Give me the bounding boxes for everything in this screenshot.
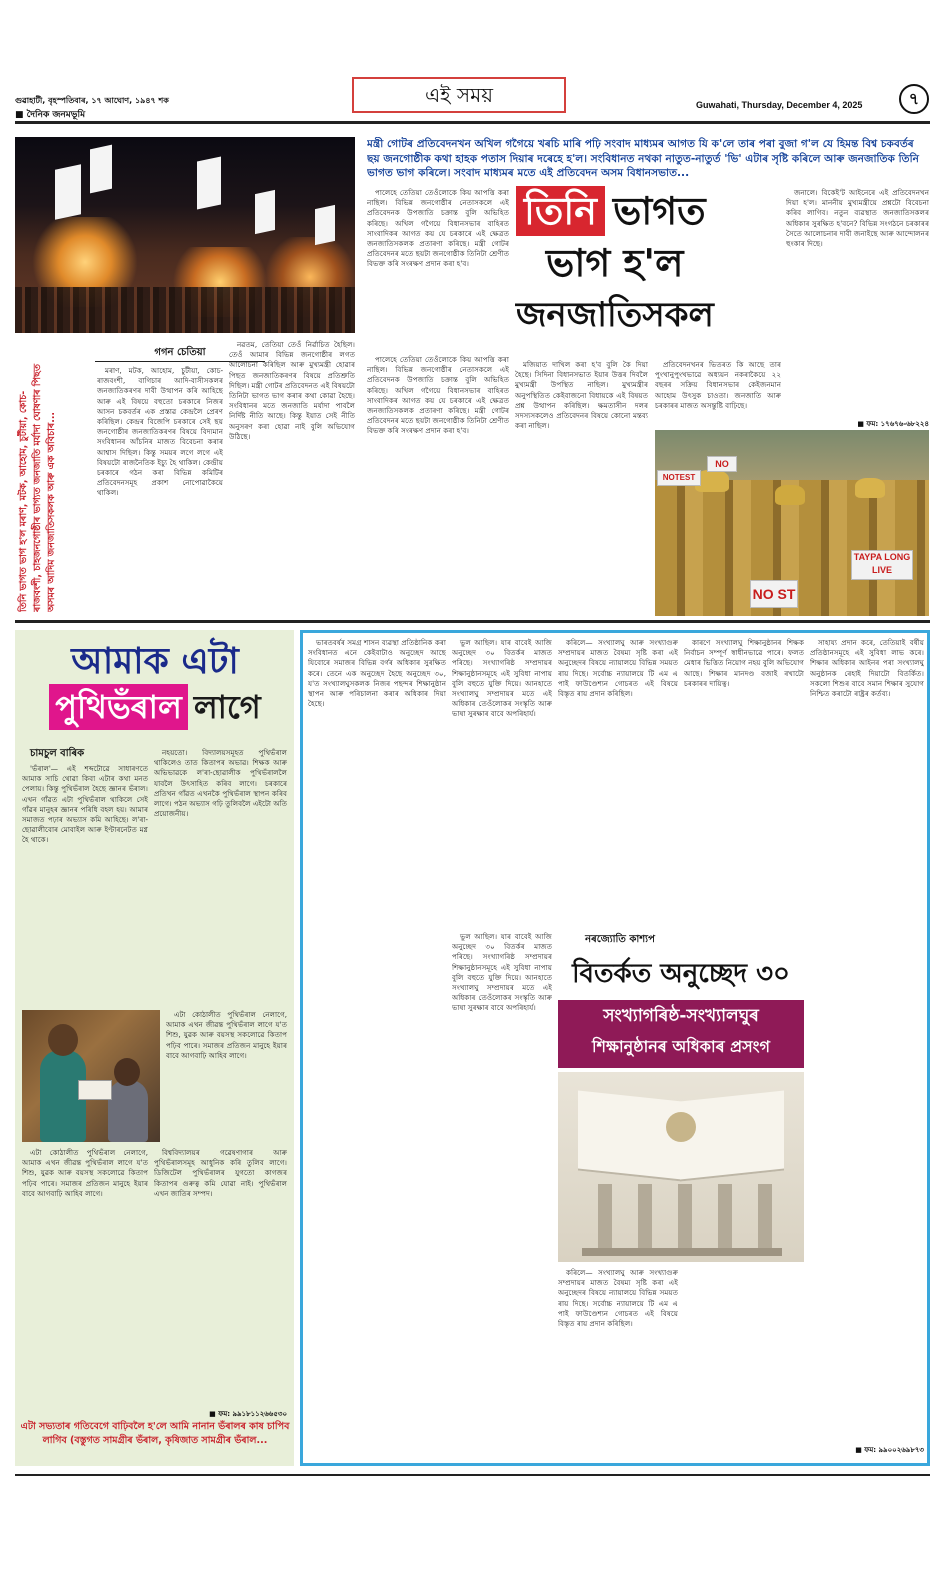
library-column-3: এটা কোঠালীত পুথিভঁৰাল নেলাগে, আমাক এখন জীৱন্ত পুথিভঁৰাল লাগে য'ত শিশু, যুৱক আৰু বয়সস্থ সকলোৱে কিতাপ পঢ়িব পাৰে। সমাজৰ প্ৰতিজন মানুহে ইয়াৰ বাবে আগবাঢ়ি আহিব লাগে। xyxy=(22,1148,148,1198)
library-bottom-callout: এটা সভ্যতাৰ গতিবেগে বাঢ়িবলৈ হ'লে আমি নানান ভঁৰালৰ কাষ চাপিব লাগিব (বস্তুগত সামগ্ৰীৰ ভঁৰাল, কৃষিজাত সামগ্ৰীৰ ভঁৰাল... xyxy=(20,1421,290,1446)
article-30-column-3: কৰিলে— সংখ্যালঘু আৰু সংখ্যাগুৰু সম্প্ৰদায়ৰ মাজত বৈষম্য সৃষ্টি কৰা এই অনুচ্ছেদৰ বিষয়ে ন্যায়ালয়ে বিভিন্ন সময়ত ৰায় দিছে। সৰ্বোচ্চ ন্যায়ালয়ে টি এম এ পাই ফাউণ্ডেশ্যন গোচৰত এই বিষয়ে বিস্তৃত ৰায় প্ৰদান কৰিছিল। xyxy=(558,638,678,699)
lead-story-intro: মন্ত্ৰী গোটৰ প্ৰতিবেদনখন অখিল গগৈয়ে খৰচি মাৰি পঢ়ি সংবাদ মাধ্যমৰ আগত যি ক'লে তাৰ পৰা বুজা গ'ল যে হিমন্ত বিশ্ব চকবৰ্তৰ ছয় জনগোষ্ঠীক কথা হাহক পতাস দিয়াৰ দৰেহে হ'ল। সংবিধানত নথকা নাতুত-নাতুৰ্ত 'ভি' এটাৰ সৃষ্টি কৰিলে আৰু জনজাতিক তিনি ভাগত ভাগ কৰিলে। সংবাদ মাধ্যমৰ মতে এই প্ৰতিবেদন অসম বিধানসভাত... xyxy=(367,138,919,179)
book-left-page xyxy=(578,1091,682,1182)
library-footnote: ■ ফম: ৯৯১৮১১২৬৬৫৩০ xyxy=(209,1410,287,1418)
pillar xyxy=(758,1184,772,1250)
page-bottom-rule xyxy=(15,1474,930,1476)
lead-story-column-1: মৰাণ, মটক, আহোম, চুটীয়া, কোচ-ৰাজবংশী, বাগিচাৰ আদি-বাসীসকলৰ জনজাতিকৰণৰ দাবী উত্থাপন কৰি আহিছে আৰু এই বিষয়ে বহুতো চৰকাৰে নিজৰ আসন চকবৰ্তৰ এক প্ৰস্তাৱ কেন্দ্ৰলৈ প্ৰেৰণ কৰিছিল। কেন্দ্ৰৰ বিজেপি চৰকাৰে সেই ছয় জনগোষ্ঠীৰ জনজাতিকৰণৰ বিষয়ে বিদ্যমান সংবিধানৰ আঁচনিৰ মাজত বিবেচনা কৰাৰ আশ্বাস দিছিল। কিন্তু সময়ৰ লগে লগে এই বিষয়টো ৰাজনৈতিক ইচ্যু হৈ থাকিল। কেন্দ্ৰীয় চৰকাৰে গঠন কৰা বিভিন্ন কমিটিৰ প্ৰতিবেদনসমূহ প্ৰকাশ নোপোৱাকৈয়ে থাকিল। xyxy=(97,366,223,498)
masthead-paper-name: ■ দৈনিক জনমভূমি xyxy=(15,110,86,120)
section-title: এই সময় xyxy=(352,77,566,113)
article-30-column-2b: ভুল আছিল। যাৰ বাবেই আজি অনুচ্ছেদ ৩০ বিতৰ্কৰ মাজত পৰিছে। সংখ্যাগৰিষ্ঠ সম্প্ৰদায়ৰ শিক্ষানুষ্ঠানসমূহে এই সুবিধা নাপায় বুলি বহুতে যুক্তি দিয়ে। আনহাতে সংখ্যালঘু সম্প্ৰদায়ৰ মতে এই অধিকাৰ তেওঁলোকৰ সংস্কৃতি আৰু ভাষা সুৰক্ষাৰ বাবে অপৰিহাৰ্য। xyxy=(452,932,552,1013)
protest-sign: TAYPA LONG LIVE xyxy=(851,550,913,580)
lead-story-column-3b: পালেহে তেতিয়া তেওঁলোকে কিয় আপত্তি কৰা নাছিল। বিভিন্ন জনগোষ্ঠীৰ নেতাসকলে এই প্ৰতিবেদনক উপজাতি চক্ৰান্ত বুলি অভিহিত কৰিছে। অখিল গগৈয়ে বিধানসভাৰ বাহিৰত সাংবাদিকৰ আগত কয় যে চৰকাৰে এই ক্ষেত্ৰত জনজাতিসকলক প্ৰতাৰণা কৰিছে। মন্ত্ৰী গোটৰ প্ৰতিবেদনৰ মতে ছয়টা জনগোষ্ঠীক তিনিটা শ্ৰেণীত বিভক্ত কৰি সংৰক্ষণ প্ৰদান কৰা হ'ব। xyxy=(367,355,509,436)
book-right-page xyxy=(680,1091,784,1182)
library-column-1: 'ভঁৰাল'— এই শব্দটোৱে সাধাৰণতে আমাক সাচি থোৱা কিবা এটাৰ কথা মনত পেলায়। কিন্তু পুথিভঁৰাল হৈছে জ্ঞানৰ ভঁৰাল। এখন গাঁৱত এটা পুথিভঁৰাল থাকিলে সেই গাঁৱৰ মানুহৰ জ্ঞানৰ পৰিধি বহল হয়। আমাৰ সমাজত পঢ়াৰ অভ্যাস কমি আহিছে। ল'ৰা-ছোৱালীবোৰ মোবাইল আৰু ইণ্টাৰনেটত মগ্ন হৈ থাকে। xyxy=(22,764,148,845)
page-number: ৭ xyxy=(899,84,929,114)
child-head xyxy=(48,1024,78,1056)
white-flag xyxy=(90,145,112,194)
lead-story-bottom-rule xyxy=(15,620,930,623)
lead-story-column-6: জনালে। বিকেই'ট আইনেৰে এই প্ৰতিবেদনখন দিয়া হ'ল। মাননীয় মুখ্যমন্ত্ৰীয়ে প্ৰশ্নটো বিবেচনা কৰিব লাগিব। নতুন ব্যৱস্থাত জনজাতিসকলৰ অধিকাৰ সুৰক্ষিত হ'বনে? বিভিন্ন সংগঠনে চৰকাৰৰ সৈতে আলোচনাৰ দাবী জনাইছে আৰু আন্দোলনৰ হুংকাৰ দিছে। xyxy=(786,188,929,249)
article-30-footnote: ■ ফম: ৯৯০০২৬৯৮৭৩ xyxy=(855,1446,924,1454)
sidebar-caption-text: তিনি ভাগত ভাগ হ'ল মৰাণ, মটক, আহোম, চুটীয়া, কোচ-ৰাজবংশী, চাহজনগোষ্ঠীৰ ভাগ্যত জনজাতি মৰ্যাদা ঘোষণাৰ পিছত অসমৰ আদিম জনজাতিসকলক আৰু এক অবিচাৰ... xyxy=(18,364,57,612)
lead-story-sidebar-caption xyxy=(17,360,87,612)
protest-sign: NO ST xyxy=(750,580,798,608)
subheadline-line-1: সংখ্যাগৰিষ্ঠ-সংখ্যালঘুৰ xyxy=(603,1006,759,1026)
library-story-byline: চামচুল বাৰিক xyxy=(30,748,85,759)
lead-story-byline: গগন চেতিয়া xyxy=(154,347,206,358)
book-icon xyxy=(78,1080,112,1100)
article-30-column-4: কাৰণে সংখ্যালঘু শিক্ষানুষ্ঠানৰ শিক্ষক নিৰ্বাচন সম্পূৰ্ণ স্বাধীনভাৱে পাৰে। ফলত মেধাৰ ভিত্তিত নিয়োগ নহয় বুলি অভিযোগ আছে। শিক্ষাৰ মানদণ্ড বজাই ৰখাটো চৰকাৰৰ দায়িত্ব। xyxy=(684,638,804,688)
article-30-column-1: ভাৰতবৰ্ষৰ সমগ্ৰ শাসন ব্যৱস্থা প্ৰতিষ্ঠানিক কৰা সংবিধানত এনে কেইবাটাও অনুচ্ছেদ আছে যিবোৰে সমাজৰ বিভিন্ন বৰ্গৰ অধিকাৰ সুৰক্ষিত কৰে। তেনে এক অনুচ্ছেদ হৈছে অনুচ্ছেদ ৩০, য'ত সংখ্যালঘুসকলক নিজৰ পছন্দৰ শিক্ষানুষ্ঠান স্থাপন আৰু পৰিচালনা কৰাৰ অধিকাৰ দিয়া হৈছে। xyxy=(308,638,446,709)
article-30-column-2: ভুল আছিল। যাৰ বাবেই আজি অনুচ্ছেদ ৩০ বিতৰ্কৰ মাজত পৰিছে। সংখ্যাগৰিষ্ঠ সম্প্ৰদায়ৰ শিক্ষানুষ্ঠানসমূহে এই সুবিধা নাপায় বুলি বহুতে যুক্তি দিয়ে। আনহাতে সংখ্যালঘু সম্প্ৰদায়ৰ মতে এই অধিকাৰ তেওঁলোকৰ সংস্কৃতি আৰু ভাষা সুৰক্ষাৰ বাবে অপৰিহাৰ্য। xyxy=(452,638,552,719)
protest-photo xyxy=(655,430,929,616)
pillar xyxy=(678,1184,692,1250)
article-30-byline: নৰজ্যোতি কাশ্যপ xyxy=(585,934,655,945)
crowd-silhouette xyxy=(15,287,355,333)
torch-rally-photo xyxy=(15,137,355,333)
headline-highlight: তিনি xyxy=(516,186,605,236)
pillar-base xyxy=(582,1248,782,1256)
article-30-column-3b: কৰিলে— সংখ্যালঘু আৰু সংখ্যাগুৰু সম্প্ৰদায়ৰ মাজত বৈষম্য সৃষ্টি কৰা এই অনুচ্ছেদৰ বিষয়ে ন্যায়ালয়ে বিভিন্ন সময়ত ৰায় দিছে। সৰ্বোচ্চ ন্যায়ালয়ে টি এম এ পাই ফাউণ্ডেশ্যন গোচৰত এই বিষয়ে বিস্তৃত ৰায় প্ৰদান কৰিছিল। xyxy=(558,1268,678,1329)
lead-story-footnote: ■ ফম: ১৭৬৭৬-৬৮২২৪ xyxy=(857,420,929,428)
masthead-left-dateline: গুৱাহাটী, বৃহস্পতিবাৰ, ১৭ আঘোণ, ১৯৪৭ শক xyxy=(15,96,169,105)
lead-story-column-5: প্ৰতিবেদনখনৰ ভিতৰত কি আছে তাৰ পুংখানুপুংখভাৱে অধ্যয়ন নকৰাকৈয়ে ২২ বছৰৰ সক্ৰিয় বিধানসভাৰ কেইজনমান আহোম উৎসুক চাওতা। জনজাতি আৰু চৰকাৰৰ মাজত অসন্তুষ্টি বাঢ়িছে। xyxy=(655,360,781,410)
library-headline-word: লাগে xyxy=(193,688,261,726)
article-30-column-5: সাহায্য প্ৰদান কৰে, তেতিয়াই বৰ্ষীয় প্ৰতিষ্ঠানসমূহে এই সুবিধা লাভ কৰে। শিক্ষাৰ অধিকাৰ আইনৰ পৰা সংখ্যালঘু অনুষ্ঠানক ৰেহাই দিয়াটো বিতৰ্কিত। সকলো শিশুৰ বাবে সমান শিক্ষাৰ সুযোগ নিশ্চিত কৰাটো ৰাষ্ট্ৰৰ কৰ্তব্য। xyxy=(810,638,924,699)
headline-line-3: জনজাতিসকল xyxy=(516,295,714,335)
library-column-4: বিশ্ববিদ্যালয়ৰ গৱেষণাগাৰ আৰু পুথিভঁৰালসমূহ আধুনিক কৰি তুলিব লাগে। ডিজিটেল পুথিভঁৰালৰ যুগতো কাগজৰ কিতাপৰ গুৰুত্ব কমি যোৱা নাই। পুথিভঁৰাল এখন জাতিৰ সম্পদ। xyxy=(154,1148,287,1198)
library-column-2: নহয়তো। বিদ্যালয়সমূহত পুথিভঁৰাল থাকিলেও তাত কিতাপৰ অভাৱ। শিক্ষক আৰু অভিভাৱকে ল'ৰা-ছোৱালীক পুথিভঁৰাললৈ যাবলৈ উৎসাহিত কৰিব লাগে। চৰকাৰে প্ৰতিখন গাঁৱত এখনকৈ পুথিভঁৰাল স্থাপন কৰিব লাগে। পঠন অভ্যাস গঢ়ি তুলিবলৈ এইটো অতি প্ৰয়োজনীয়। xyxy=(154,748,287,819)
child-figure xyxy=(108,1080,148,1142)
white-flag xyxy=(197,156,221,209)
protest-sign: NO xyxy=(707,456,737,472)
pillar xyxy=(598,1184,612,1250)
children-reading-photo xyxy=(22,1010,160,1142)
lead-story-column-4: মজিয়াত দাখিল কৰা হ'ব বুলি কৈ দিয়া হৈছে। সিদিনা বিধানসভাত ইয়াৰ উত্তৰ দিবলৈ মুখ্যমন্ত্ৰী উপস্থিত নাছিল। মুখ্যমন্ত্ৰীৰ অনুপস্থিতিত কেইবাজনো বিধায়কে এই বিষয়ত প্ৰশ্ন উত্থাপন কৰিছিল। ক্ষমতাসীন দলৰ সদস্যসকলেও প্ৰতিবেদনৰ বিষয়ে কোনো মন্তব্য কৰা নাছিল। xyxy=(515,360,648,431)
child-head xyxy=(114,1058,140,1086)
pillar xyxy=(718,1184,732,1250)
subheadline-line-2: শিক্ষানুষ্ঠানৰ অধিকাৰ প্ৰসংগ xyxy=(591,1037,771,1056)
lead-story-column-2: নৱতম, তেতিয়া তেওঁ নিৰ্ৱাচিত হৈছিল। তেওঁ আমাৰ বিভিন্ন জনগোষ্ঠীৰ লগত আলোচনা কৰিছিল আৰু মুখ্যমন্ত্ৰী হোৱাৰ পিছত জনজাতিকৰণৰ বিষয়ে প্ৰতিশ্ৰুতি দিছিল। মন্ত্ৰী গোটৰ প্ৰতিবেদনত এই বিষয়টো তিনিটা ভাগত ভাগ কৰাৰ কথা কোৱা হৈছে। সংবিধানৰ মতে জনজাতি মৰ্যাদা পাবলৈ নিৰ্দিষ্ট নীতি আছে। কিন্তু ইয়াত সেই নীতি অনুসৰণ কৰা হোৱা নাই বুলি অভিযোগ উঠিছে। xyxy=(229,340,355,441)
masthead-rule xyxy=(15,121,930,124)
headline-word: ভাগত xyxy=(612,189,706,233)
library-headline-highlight: পুথিভঁৰাল xyxy=(49,684,188,730)
lead-headline xyxy=(516,186,778,356)
protest-sign: NOTEST xyxy=(657,470,701,486)
white-flag xyxy=(255,190,275,234)
headline-line-2: ভাগ হ'ল xyxy=(546,241,684,285)
library-headline-line-1: আমাক এটা xyxy=(71,641,239,682)
white-flag xyxy=(315,205,335,245)
article-30-headline: বিতৰ্কত অনুচ্ছেদ ৩০ xyxy=(572,959,790,989)
protester-turban xyxy=(775,485,805,505)
library-headline xyxy=(20,640,290,740)
emblem-icon xyxy=(666,1112,696,1142)
protester-turban xyxy=(855,478,885,498)
white-flag xyxy=(55,164,81,220)
library-column-2b: এটা কোঠালীত পুথিভঁৰাল নেলাগে, আমাক এখন জীৱন্ত পুথিভঁৰাল লাগে য'ত শিশু, যুৱক আৰু বয়সস্থ সকলোৱে কিতাপ পঢ়িব পাৰে। সমাজৰ প্ৰতিজন মানুহে ইয়াৰ বাবে আগবাঢ়ি আহিব লাগে। xyxy=(166,1010,287,1060)
open-book-photo xyxy=(558,1072,804,1262)
lead-story-column-3: পালেহে তেতিয়া তেওঁলোকে কিয় আপত্তি কৰা নাছিল। বিভিন্ন জনগোষ্ঠীৰ নেতাসকলে এই প্ৰতিবেদনক উপজাতি চক্ৰান্ত বুলি অভিহিত কৰিছে। অখিল গগৈয়ে বিধানসভাৰ বাহিৰত সাংবাদিকৰ আগত কয় যে চৰকাৰে এই ক্ষেত্ৰত জনজাতিসকলক প্ৰতাৰণা কৰিছে। মন্ত্ৰী গোটৰ প্ৰতিবেদনৰ মতে ছয়টা জনগোষ্ঠীক তিনিটা শ্ৰেণীত বিভক্ত কৰি সংৰক্ষণ প্ৰদান কৰা হ'ব। xyxy=(367,188,509,269)
pillar xyxy=(638,1184,652,1250)
masthead-right-dateline: Guwahati, Thursday, December 4, 2025 xyxy=(696,100,863,110)
paper-name-bullet: ■ xyxy=(15,110,27,120)
article-30-subheadline xyxy=(558,1000,804,1068)
